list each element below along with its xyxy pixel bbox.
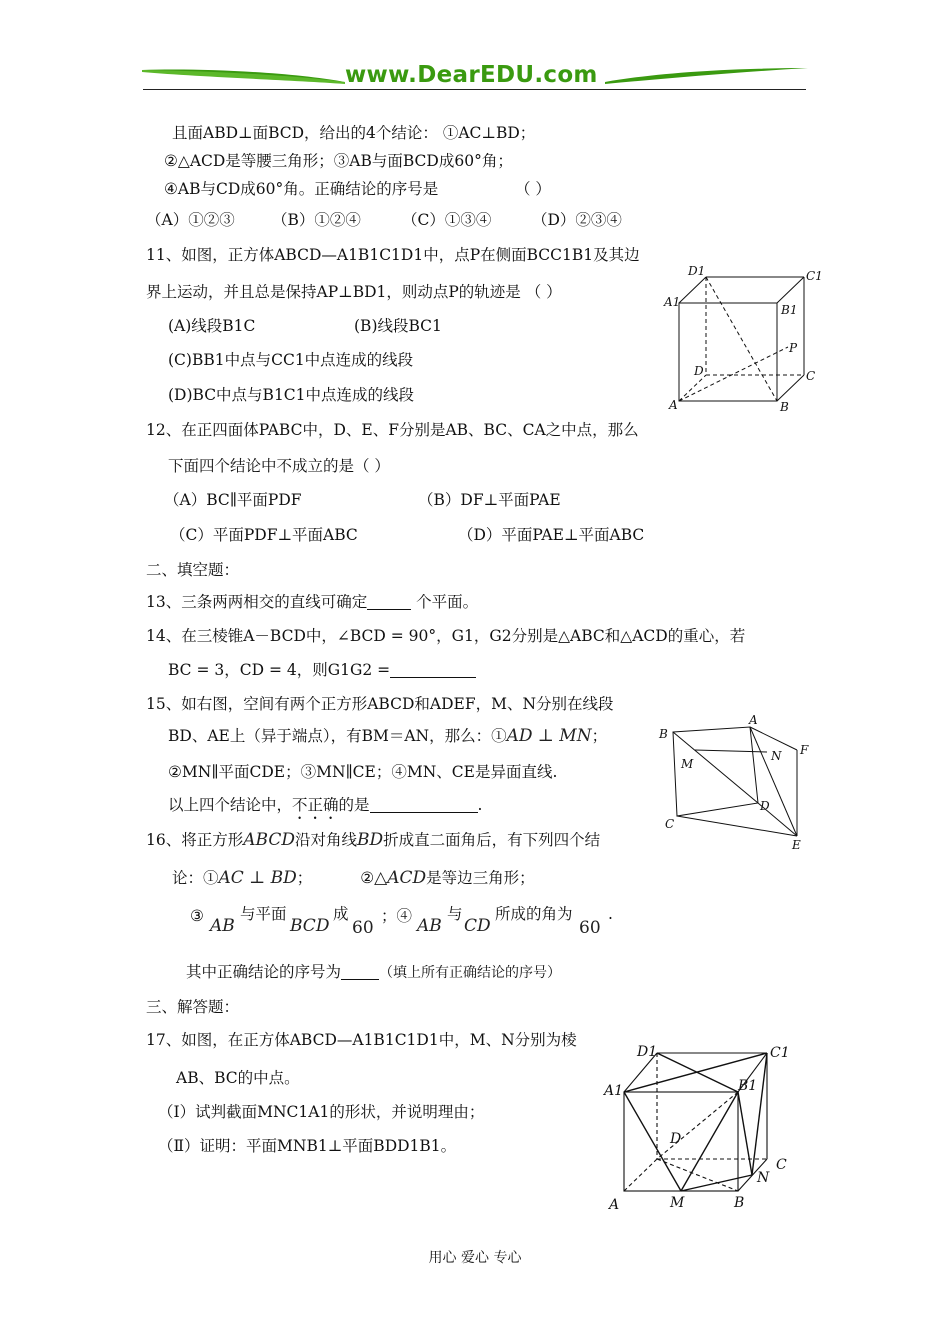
q10-line3: ④AB与CD成60°角。正确结论的序号是 [164, 180, 439, 198]
q16-formula-abcd: ABCD [243, 830, 295, 850]
q10-option-c: （C）①③④ [402, 211, 492, 229]
q13-text-b: 个平面。 [416, 593, 479, 611]
label-A: A [749, 713, 758, 727]
q13-text-a: 13、三条两两相交的直线可确定 [146, 593, 368, 611]
q16-line2-text: 论：① [172, 869, 219, 887]
site-logo-text: www.DearEDU.com [345, 62, 598, 88]
q11-option-c: (C)BB1中点与CC1中点连成的线段 [168, 351, 414, 369]
q15-formula-ad-mn: AD ⊥ MN [506, 726, 592, 746]
q11-option-b: (B)线段BC1 [354, 317, 442, 335]
q10-line2: ②△ACD是等腰三角形；③AB与面BCD成60°角； [164, 152, 513, 170]
label-B: B [734, 1195, 745, 1211]
q14-line2-wrap [168, 660, 476, 680]
q16-formula-acd: △ACD [374, 868, 427, 888]
q15-line4-period: . [477, 796, 483, 814]
q17-part2: （Ⅱ）证明：平面MNB1⊥平面BDD1B1。 [158, 1137, 457, 1155]
q15-line2-semicolon: ； [591, 727, 608, 745]
label-B: B [780, 400, 789, 414]
q11-cube-figure [660, 262, 830, 417]
q10-line1: 且面ABD⊥面BCD，给出的4个结论： ①AC⊥BD； [172, 124, 536, 142]
label-B1: B1 [781, 303, 798, 317]
q16-line1-wrap [146, 830, 600, 850]
q16-item3-forms: 成 [333, 905, 349, 923]
q16-line1-along: 沿对角线 [294, 831, 357, 849]
q11-option-d: (D)BC中点与B1C1中点连成的线段 [168, 386, 415, 404]
q16-formula-60a: 60 [352, 918, 374, 938]
q16-item4-marker: ；④ [381, 907, 413, 925]
q13-answer-blank[interactable] [367, 593, 411, 610]
label-C: C [806, 369, 816, 383]
q11-line1: 11、如图，正方体ABCD—A1B1C1D1中，点P在侧面BCC1B1及其边 [146, 246, 640, 264]
q16-formula-60b: 60 [579, 918, 601, 938]
q12-line2: 下面四个结论中不成立的是（ ） [168, 457, 390, 475]
q16-line2-semicolon: ； [296, 869, 313, 887]
q10-option-a: （A）①②③ [146, 211, 235, 229]
label-D1: D1 [688, 264, 706, 278]
label-N: N [757, 1170, 770, 1186]
square-ABCD [673, 727, 758, 816]
q16-line4-note: （填上所有正确结论的序号） [379, 965, 562, 981]
q11-option-a: (A)线段B1C [168, 317, 256, 335]
q16-item4-and: 与 [447, 905, 463, 923]
label-D: D [694, 364, 704, 378]
q16-formula-ac-bd: AC ⊥ BD [218, 868, 297, 888]
q16-line1-text: 16、将正方形 [146, 831, 244, 849]
label-B1: B1 [738, 1078, 758, 1094]
q13-line [146, 592, 478, 612]
q10-answer-paren: （ ） [515, 180, 551, 198]
q16-item3-with-plane: 与平面 [240, 905, 287, 923]
q10-option-d: （D）②③④ [532, 211, 622, 229]
q14-line1: 14、在三棱锥A－BCD中，∠BCD = 90°，G1，G2分别是△ABC和△ACD的重心，若 [146, 627, 746, 645]
label-M: M [681, 757, 694, 771]
q12-option-a: （A）BC∥平面PDF [164, 491, 302, 509]
q12-option-c: （C）平面PDF⊥平面ABC [170, 526, 358, 544]
q16-line2-circle2: ② [360, 869, 375, 887]
q10-option-b: （B）①②④ [272, 211, 361, 229]
label-D: D [760, 799, 770, 813]
q12-option-b: （B）DF⊥平面PAE [418, 491, 561, 509]
q14-answer-blank[interactable] [390, 661, 476, 678]
q12-option-d: （D）平面PAE⊥平面ABC [458, 526, 645, 544]
label-C1: C1 [806, 269, 823, 283]
q16-line2-rest: 是等边三角形； [426, 869, 535, 887]
q16-line4-text: 其中正确结论的序号为 [186, 963, 342, 981]
label-A: A [609, 1197, 620, 1213]
q15-line1: 15、如右图，空间有两个正方形ABCD和ADEF，M、N分别在线段 [146, 695, 614, 713]
q11-line2: 界上运动，并且总是保持AP⊥BD1，则动点P的轨迹是 （ ） [146, 283, 562, 301]
label-C: C [665, 817, 675, 831]
label-D: D [670, 1131, 682, 1147]
label-C: C [776, 1157, 787, 1173]
q15-line3: ②MN∥平面CDE；③MN∥CE；④MN、CE是异面直线. [168, 763, 558, 781]
q17-line1: 17、如图，在正方体ABCD—A1B1C1D1中，M、N分别为棱 [146, 1031, 577, 1049]
cube-front-face [679, 303, 777, 401]
q16-answer-blank[interactable] [341, 963, 379, 980]
q15-answer-blank[interactable] [370, 796, 478, 813]
label-A: A [669, 398, 678, 412]
q16-formula-ab2: AB [417, 916, 442, 936]
q16-line2-wrap [172, 868, 535, 888]
q15-line4-wrap [168, 795, 482, 823]
label-E: E [792, 838, 801, 852]
q16-formula-ab: AB [210, 916, 235, 936]
q17-line2: AB、BC的中点。 [176, 1069, 300, 1087]
q16-item4-angle: 所成的角为 [495, 905, 573, 923]
q16-formula-bcd: BCD [290, 916, 330, 936]
q15-line2-wrap [168, 726, 607, 746]
q15-squares-figure [655, 710, 820, 855]
q15-line4-text: 以上四个结论中， [168, 796, 293, 814]
header-rule [143, 89, 806, 90]
label-N: N [771, 749, 782, 763]
section-answer-heading: 三、解答题： [146, 998, 240, 1016]
q16-item4-period: . [608, 905, 613, 923]
q16-line4-wrap [186, 962, 561, 983]
q17-cube-figure [600, 1035, 805, 1215]
q14-line2: BC = 3，CD = 4，则G1G2 = [168, 661, 391, 679]
q15-line2-text: BD、AE上（异于端点），有BM＝AN，那么：① [168, 727, 507, 745]
page-footer: 用心 爱心 专心 [428, 1250, 522, 1266]
q15-emphasis-not-correct: 不正确 [292, 796, 339, 814]
label-A1: A1 [664, 295, 681, 309]
label-D1: D1 [637, 1044, 658, 1060]
q15-line4-de: 的是 [338, 796, 370, 814]
section-fill-in-heading: 二、填空题： [146, 561, 240, 579]
q16-formula-cd: CD [464, 916, 491, 936]
q16-item3-marker: ③ [190, 907, 204, 925]
label-C1: C1 [770, 1045, 790, 1061]
q16-line1-rest: 折成直二面角后，有下列四个结 [383, 831, 601, 849]
label-A1: A1 [604, 1083, 624, 1099]
q17-part1: （Ⅰ）试判截面MNC1A1的形状，并说明理由； [158, 1103, 485, 1121]
q16-formula-bd: BD [356, 830, 384, 850]
label-P: P [789, 341, 798, 355]
q12-line1: 12、在正四面体PABC中，D、E、F分别是AB、BC、CA之中点，那么 [146, 421, 639, 439]
label-F: F [800, 743, 809, 757]
label-B: B [659, 727, 668, 741]
label-M: M [670, 1195, 685, 1211]
